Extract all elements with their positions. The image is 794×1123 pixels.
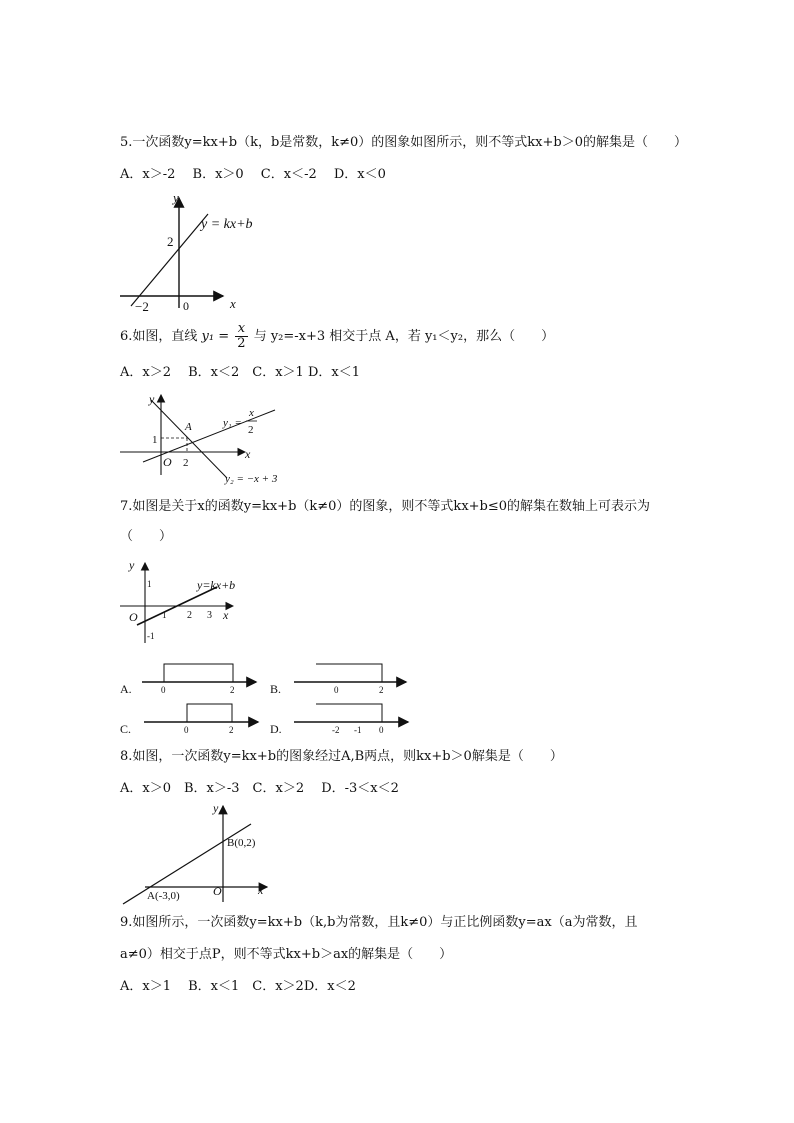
q8-graph: [115, 798, 275, 906]
q7-option-d-label: D.: [270, 722, 282, 736]
q7-option-b-numberline: [290, 658, 415, 698]
q9-stem-line1: 9.如图所示，一次函数y=kx+b（k,b为常数，且k≠0）与正比例函数y=ax（a为常数，且: [120, 915, 638, 930]
q7-origin: O: [129, 610, 138, 624]
q7c-tick-0: 0: [184, 725, 189, 735]
q7b-range: [316, 664, 382, 682]
q5-stem: 5.一次函数y=kx+b（k，b是常数，k≠0）的图象如图所示，则不等式kx+b＞0的解集是（ ）: [120, 135, 687, 150]
q6-graph: [115, 390, 290, 488]
q7-option-c-label: C.: [120, 722, 132, 736]
q5-origin: 0: [183, 299, 189, 313]
q7-option-a-label: A.: [120, 682, 132, 696]
q7-tick-y1: 1: [147, 579, 152, 589]
q6-stem-a: 6.如图，直线: [120, 329, 198, 344]
q9-stem-line2: a≠0）相交于点P，则不等式kx+b＞ax的解集是（ ）: [120, 947, 453, 962]
q8-point-a: A(-3,0): [147, 890, 180, 902]
q7-option-c-numberline: [140, 698, 268, 738]
q6-y1: y₁ =: [201, 329, 230, 344]
q5-line: [131, 214, 208, 306]
q6-frac-num: x: [235, 322, 247, 337]
q8-origin: O: [213, 884, 222, 898]
q5-x-label: x: [230, 296, 236, 311]
q7c-range: [187, 704, 232, 722]
q7d-range: [316, 704, 382, 722]
q7-tick-minus1: -1: [147, 631, 155, 641]
q7-option-a-numberline: [138, 658, 268, 698]
q6-options: A．x＞2 B．x＜2 C．x＞1 D．x＜1: [120, 365, 360, 380]
q8-stem: 8.如图，一次函数y=kx+b的图象经过A,B两点，则kx+b＞0解集是（ ）: [120, 749, 563, 764]
q6-point-a: A: [185, 421, 192, 433]
q8-y-label: y: [213, 801, 219, 815]
q6-stem-b: 与 y₂=-x+3 相交于点 A，若 y₁＜y₂，那么（ ）: [253, 329, 555, 344]
q6-y1-den: 2: [248, 424, 254, 436]
q7d-tick-minus2: -2: [332, 725, 340, 735]
q7-x-label: x: [223, 608, 229, 622]
q7d-tick-0: 0: [379, 725, 384, 735]
q5-tick-minus2: −2: [135, 299, 149, 314]
q8-point-b: B(0,2): [227, 837, 256, 849]
q7a-tick-2: 2: [230, 685, 235, 695]
q6-y2-label: y₂ = −x + 3: [225, 473, 278, 485]
q6-tick-2: 2: [183, 457, 189, 469]
q6-y-label: y: [149, 392, 155, 406]
q8-line: [123, 824, 251, 904]
q7d-tick-minus1: -1: [354, 725, 362, 735]
q6-tick-1: 1: [152, 434, 158, 446]
q9-options: A．x＞1 B．x＜1 C．x＞2D．x＜2: [120, 979, 356, 994]
q8-options: A．x＞0 B．x＞-3 C．x＞2 D．-3＜x＜2: [120, 781, 399, 796]
q7-option-b-label: B.: [270, 682, 282, 696]
q7b-tick-2: 2: [379, 685, 384, 695]
q6-stem: [120, 322, 554, 352]
q7-tick-1: 1: [162, 610, 167, 620]
q6-y1-num: x: [249, 407, 254, 419]
q5-tick-2: 2: [167, 234, 174, 249]
q7b-tick-0: 0: [334, 685, 339, 695]
q8-x-label: x: [258, 883, 264, 897]
q5-y-label: y: [173, 190, 179, 205]
q7-graph: [115, 555, 255, 645]
q6-fraction: [235, 322, 247, 351]
q6-y1-label: y₁ =: [223, 417, 242, 429]
q7-paren: （ ）: [120, 529, 173, 544]
q7-stem: 7.如图是关于x的函数y=kx+b（k≠0）的图象，则不等式kx+b≤0的解集在数轴上可表示为: [120, 499, 651, 514]
q6-x-label: x: [245, 447, 251, 461]
q7-option-d-numberline: [290, 698, 418, 738]
q5-graph: [115, 190, 275, 315]
q7a-range: [164, 664, 233, 682]
q7-tick-2: 2: [187, 610, 192, 621]
q7a-tick-0: 0: [161, 685, 166, 695]
q7-y-label: y: [129, 558, 135, 572]
q7-eq-label: y=kx+b: [197, 578, 236, 592]
q5-options: A．x＞-2 B．x＞0 C．x＜-2 D．x＜0: [120, 167, 386, 182]
q6-origin: O: [163, 455, 172, 469]
q7-tick-3: 3: [207, 610, 212, 621]
q5-eq-label: y = kx+b: [201, 217, 253, 232]
q6-frac-den: 2: [237, 336, 246, 351]
q7c-tick-2: 2: [229, 725, 234, 735]
